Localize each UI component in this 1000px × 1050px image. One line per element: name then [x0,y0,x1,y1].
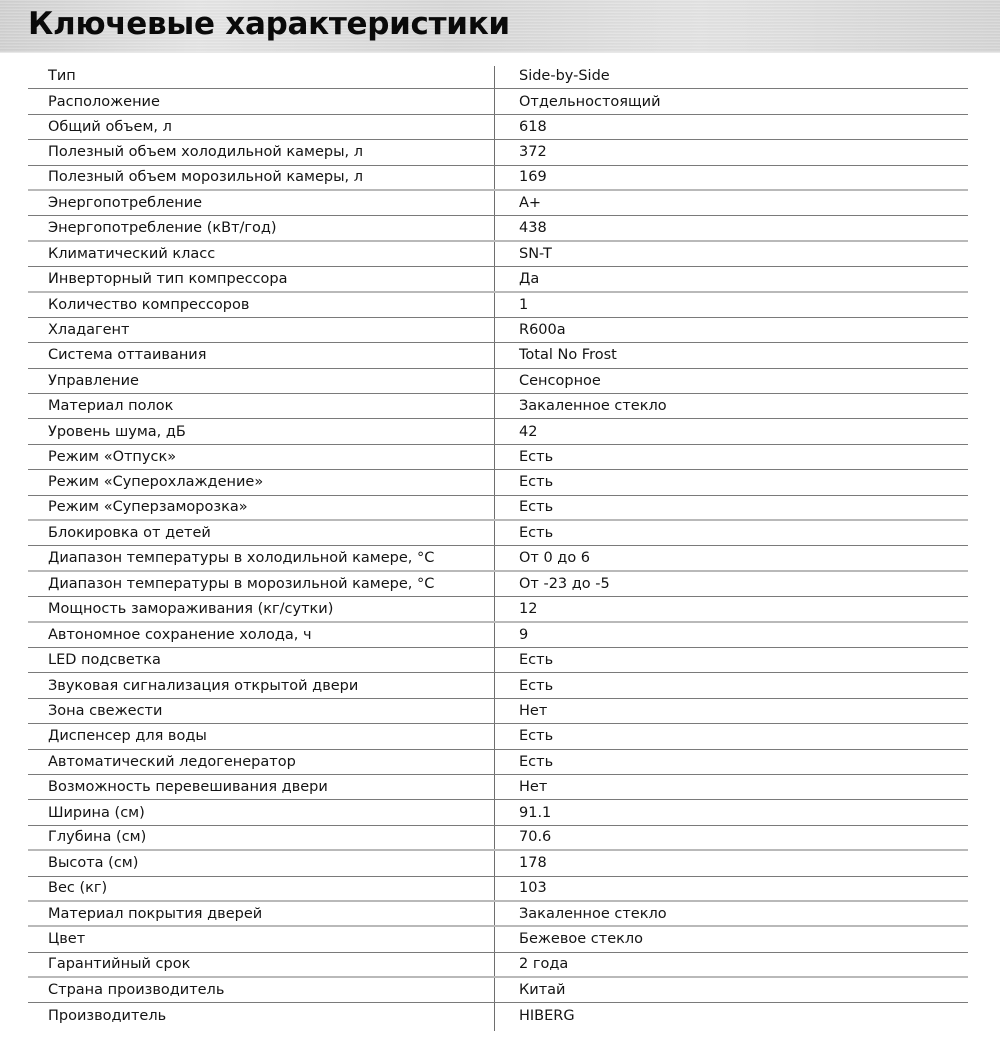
spec-name: Гарантийный срок [48,956,191,973]
spec-row [28,623,968,648]
spec-name: Инверторный тип компрессора [48,270,288,287]
spec-value: 103 [519,880,547,897]
spec-value: Есть [519,525,554,542]
spec-value: Total No Frost [519,347,617,364]
spec-name: Материал покрытия дверей [48,905,263,922]
spec-name: Тип [48,68,76,85]
spec-name: Глубина (см) [48,829,147,846]
spec-row [28,597,968,622]
spec-value: Закаленное стекло [519,905,667,922]
spec-row [28,851,968,876]
spec-value: Нет [519,779,548,796]
spec-value: 178 [519,855,547,872]
spec-row [28,800,968,825]
spec-name: Ширина (см) [48,804,145,821]
spec-value: Есть [519,652,554,669]
spec-value: Закаленное стекло [519,398,667,415]
spec-name: Энергопотребление [48,195,203,212]
spec-name: Полезный объем холодильной камеры, л [48,144,364,161]
spec-value: 9 [519,626,529,643]
spec-value: 1 [519,296,529,313]
spec-name: Количество компрессоров [48,296,250,313]
spec-row [28,419,968,444]
spec-name: Материал полок [48,398,174,415]
spec-value: SN-T [519,245,552,262]
spec-name: Возможность перевешивания двери [48,779,328,796]
spec-name: Диапазон температуры в холодильной камере, °C [48,550,435,567]
spec-row [28,978,968,1003]
spec-name: Управление [48,372,139,389]
spec-row [28,216,968,241]
spec-value: Есть [519,474,554,491]
spec-name: Мощность замораживания (кг/сутки) [48,600,334,617]
spec-row [28,572,968,597]
spec-row [28,242,968,267]
spec-row [28,394,968,419]
spec-row [28,470,968,495]
spec-row [28,343,968,368]
spec-value: HIBERG [519,1008,575,1025]
spec-value: 372 [519,144,547,161]
spec-value: 2 года [519,956,569,973]
spec-value: Есть [519,677,554,694]
spec-value: Бежевое стекло [519,931,644,948]
spec-name: Вес (кг) [48,880,108,897]
spec-row [28,648,968,673]
spec-value: Нет [519,702,548,719]
spec-row [28,318,968,343]
spec-value: 618 [519,118,547,135]
spec-value: Да [519,270,540,287]
spec-row [28,521,968,546]
spec-value: Сенсорное [519,372,601,389]
spec-value: 169 [519,169,547,186]
spec-value: 438 [519,220,547,237]
spec-name: Расположение [48,93,160,110]
spec-row [28,89,968,114]
spec-value: Есть [519,728,554,745]
spec-table [28,64,968,1029]
header-banner [0,0,1000,53]
spec-row [28,826,968,851]
spec-name: Зона свежести [48,702,163,719]
spec-row [28,1003,968,1028]
spec-name: Режим «Суперохлаждение» [48,474,264,491]
spec-value: От -23 до -5 [519,576,610,592]
spec-value: Китай [519,982,566,999]
spec-value: От 0 до 6 [519,550,591,567]
spec-row [28,953,968,978]
spec-row [28,115,968,140]
spec-value: Есть [519,753,554,770]
spec-row [28,369,968,394]
spec-row [28,724,968,749]
spec-name: Цвет [48,931,86,948]
spec-value: 91.1 [519,804,552,821]
spec-row [28,546,968,571]
spec-row [28,64,968,89]
spec-value: Отдельностоящий [519,93,661,110]
spec-name: Диапазон температуры в морозильной камере, °C [48,576,435,592]
spec-row [28,673,968,698]
spec-row [28,775,968,800]
spec-name: Режим «Отпуск» [48,449,177,466]
spec-name: LED подсветка [48,652,161,669]
spec-name: Звуковая сигнализация открытой двери [48,677,359,694]
spec-value: Есть [519,499,554,516]
spec-name: Климатический класс [48,245,216,262]
spec-name: Блокировка от детей [48,525,211,542]
spec-name: Уровень шума, дБ [48,423,186,440]
spec-name: Страна производитель [48,982,225,999]
spec-row [28,699,968,724]
spec-name: Автономное сохранение холода, ч [48,626,312,643]
spec-value: A+ [519,195,542,212]
spec-row [28,267,968,292]
spec-row [28,191,968,216]
page-title: Ключевые характеристики [28,6,510,42]
spec-row [28,293,968,318]
spec-name: Диспенсер для воды [48,728,207,745]
spec-row [28,445,968,470]
spec-row [28,166,968,191]
spec-name: Система оттаивания [48,347,207,364]
spec-name: Режим «Суперзаморозка» [48,499,248,516]
spec-value: 42 [519,423,538,440]
spec-value: 70.6 [519,829,552,846]
spec-value: Есть [519,449,554,466]
spec-row [28,877,968,902]
spec-name: Хладагент [48,322,130,339]
spec-row [28,927,968,952]
spec-row [28,496,968,521]
spec-row [28,750,968,775]
spec-value: R600a [519,322,566,339]
spec-name: Полезный объем морозильной камеры, л [48,169,364,186]
spec-row [28,140,968,165]
spec-name: Общий объем, л [48,118,172,135]
spec-row [28,902,968,927]
spec-name: Производитель [48,1008,167,1025]
spec-value: 12 [519,600,538,617]
spec-value: Side-by-Side [519,68,610,85]
spec-name: Автоматический ледогенератор [48,753,296,770]
spec-name: Высота (см) [48,855,139,872]
spec-name: Энергопотребление (кВт/год) [48,220,277,237]
